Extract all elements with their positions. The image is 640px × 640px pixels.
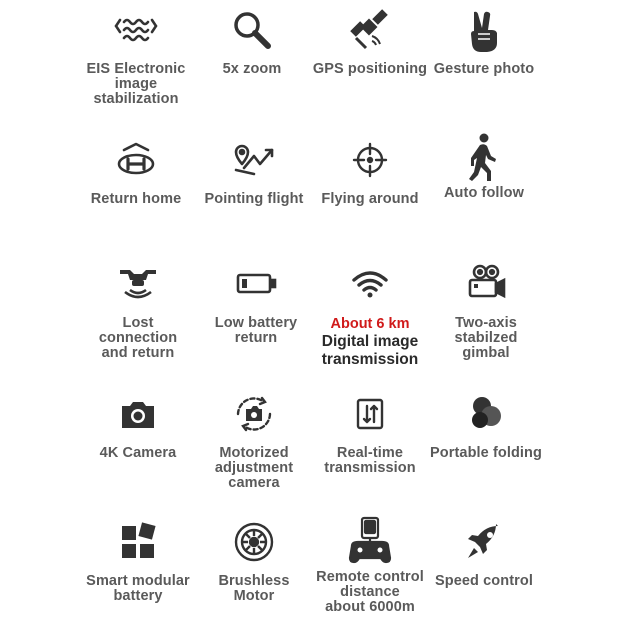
feature-label: Auto follow [443,185,525,201]
feature-4k-camera [74,392,202,461]
feature-transmission [306,262,434,369]
feature-motorized [190,392,318,491]
feature-label: Gesture photo [433,61,535,77]
wifi-icon [348,262,392,306]
feature-label: Lost connection and return [98,315,178,361]
feature-label: GPS positioning [312,61,428,77]
feature-gimbal [422,262,550,361]
victory-hand-icon [462,8,506,52]
camera-icon [116,392,160,436]
feature-folding [422,392,550,461]
feature-label: Two-axis stabilzed gimbal [454,315,518,361]
feature-label: Portable folding [430,445,542,461]
feature-modular-battery [74,520,202,604]
remote-controller-icon [348,516,392,564]
feature-realtime [306,392,434,476]
feature-label: 4K Camera [99,445,177,461]
feature-label: Motorized adjustment camera [214,445,294,491]
satellite-icon [348,8,392,52]
feature-eis [72,8,200,107]
rocket-icon [462,520,506,564]
magnifier-icon [230,8,274,52]
feature-return-home [72,138,200,207]
feature-zoom [188,8,316,77]
feature-label: Speed control [435,573,533,589]
feature-auto-follow [420,132,548,201]
folding-circles-icon [464,392,508,436]
motor-icon [232,520,276,564]
feature-label: Brushless Motor [218,573,290,604]
feature-speed [420,520,548,589]
rotating-camera-icon [232,392,276,436]
walking-person-icon [462,132,506,182]
feature-flying-around [306,138,434,207]
feature-label: EIS Electronic image stabilization [86,61,186,107]
movie-camera-icon [464,262,508,306]
home-landing-pad-icon [114,138,158,182]
feature-motor [190,520,318,604]
range-highlight: About 6 km [330,316,410,332]
drone-signal-icon [116,262,160,306]
feature-label: Remote control distance about 6000m [316,569,424,615]
feature-label: Smart modular battery [86,573,190,604]
feature-lost-connection [74,262,202,361]
feature-label: Flying around [321,191,419,207]
crosshair-orbit-icon [348,138,392,182]
feature-gps [306,8,434,77]
feature-pointing [190,138,318,207]
feature-label: Digital image transmission [321,333,419,368]
feature-label: Low battery return [214,315,298,346]
feature-gesture [420,8,548,77]
modular-blocks-icon [116,520,160,564]
feature-label: 5x zoom [222,61,282,77]
feature-low-battery [192,262,320,346]
feature-remote [306,516,434,615]
waypoint-route-icon [232,138,276,182]
feature-label: Real-time transmission [324,445,416,476]
feature-label: Pointing flight [204,191,304,207]
low-battery-icon [234,262,278,306]
phone-transfer-icon [348,392,392,436]
feature-label: Return home [90,191,182,207]
wave-stabilization-icon [114,8,158,52]
